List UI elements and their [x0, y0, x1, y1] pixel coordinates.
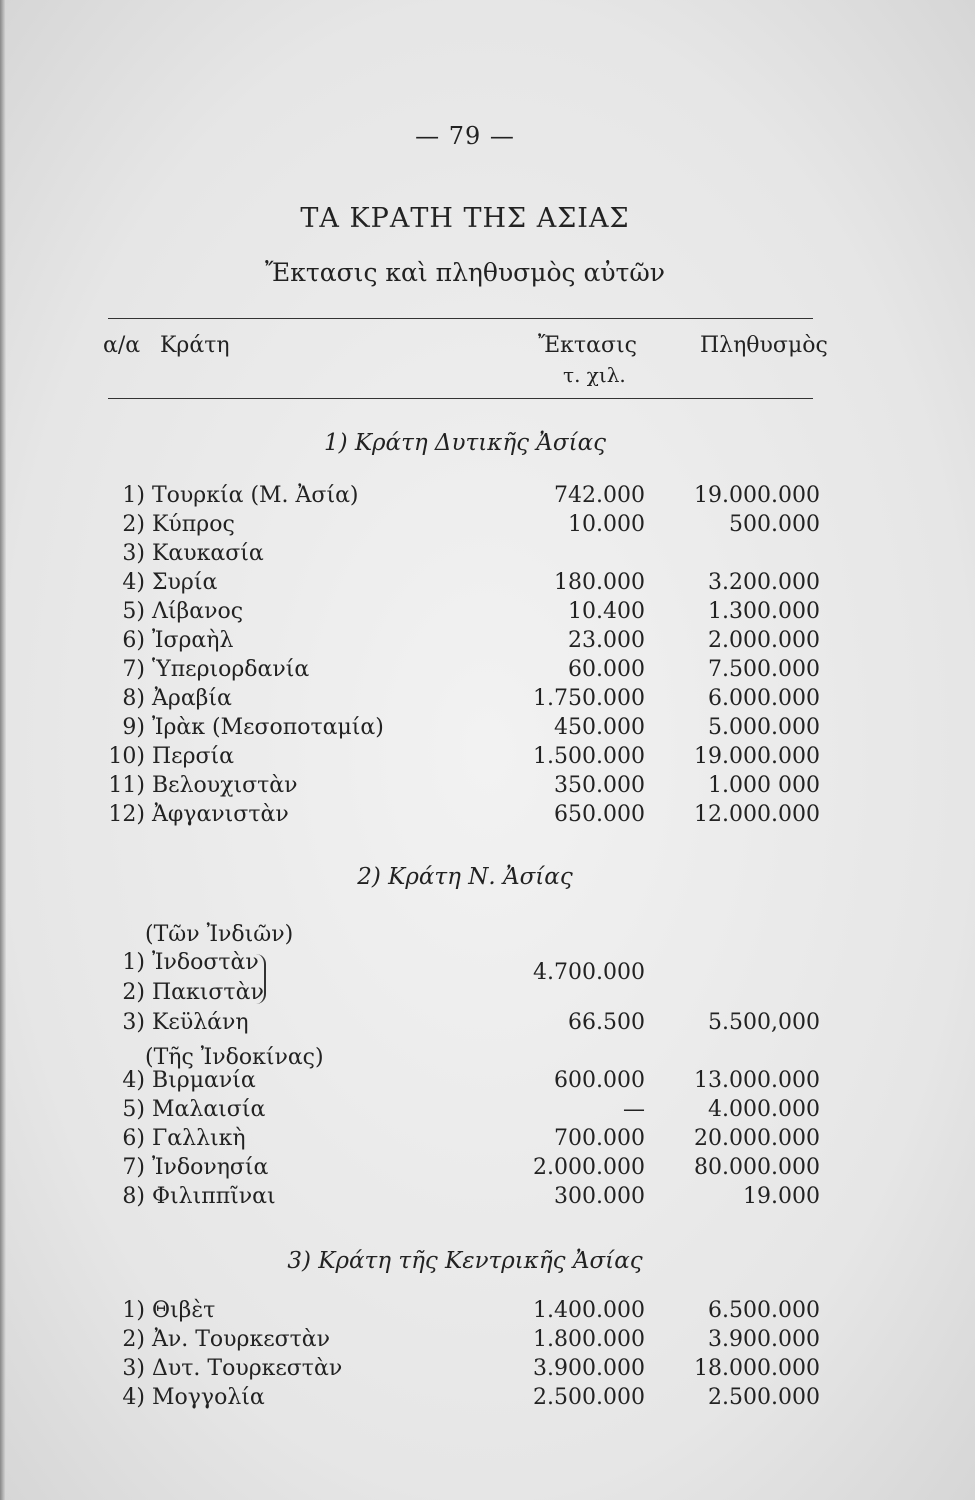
state-name: Τουρκία (Μ. Ἀσία) — [152, 483, 359, 508]
table-row — [100, 1356, 830, 1385]
state-name: Βιρμανία — [152, 1068, 256, 1093]
table-row — [100, 773, 830, 802]
area-value: 60.000 — [568, 657, 645, 682]
area-value: 66.500 — [568, 1010, 645, 1035]
population-value: 6.000.000 — [708, 686, 820, 711]
row-number: 7) — [122, 1155, 145, 1180]
table-row — [100, 570, 830, 599]
state-name: Ἀν. Τουρκεστὰν — [152, 1327, 331, 1352]
header-area-unit: τ. χιλ. — [563, 363, 626, 387]
population-value: 500.000 — [729, 512, 820, 537]
row-number: 3) — [122, 1356, 145, 1381]
row-number: 1) — [122, 483, 145, 508]
area-value: 600.000 — [554, 1068, 645, 1093]
group-label-indochina: (Τῆς Ἰνδοκίνας) — [145, 1045, 324, 1070]
population-value: 4.000.000 — [708, 1097, 820, 1122]
row-number: 12) — [108, 802, 145, 827]
area-value: 1.500.000 — [533, 744, 645, 769]
population-value: 12.000.000 — [694, 802, 820, 827]
area-value: 3.900.000 — [533, 1356, 645, 1381]
state-name: Κεϋλάνη — [152, 1010, 249, 1035]
state-name: Ἀφγανιστὰν — [152, 802, 289, 827]
state-name: Περσία — [152, 744, 235, 769]
table-row — [100, 1155, 830, 1184]
row-number: 4) — [122, 1068, 145, 1093]
area-value: 350.000 — [554, 773, 645, 798]
table-row — [100, 686, 830, 715]
population-value: 2.000.000 — [708, 628, 820, 653]
row-number: 6) — [122, 1126, 145, 1151]
population-value: 3.900.000 — [708, 1327, 820, 1352]
header-area: Ἔκτασις — [538, 333, 637, 358]
table-row — [100, 512, 830, 541]
header-population: Πληθυσμὸς — [700, 333, 828, 358]
table-row — [100, 980, 830, 1009]
state-name: Φιλιππῖναι — [152, 1184, 276, 1209]
row-number: 8) — [122, 1184, 145, 1209]
row-number: 4) — [122, 570, 145, 595]
section-title-south-asia: 2) Κράτη Ν. Ἀσίας — [357, 864, 573, 890]
table-row — [100, 599, 830, 628]
population-value: 5.000.000 — [708, 715, 820, 740]
row-number: 4) — [122, 1385, 145, 1410]
population-value: 13.000.000 — [694, 1068, 820, 1093]
row-number: 9) — [122, 715, 145, 740]
area-value: 23.000 — [568, 628, 645, 653]
merged-area-value: 4.700.000 — [533, 960, 645, 985]
area-value: 1.800.000 — [533, 1327, 645, 1352]
table-row — [100, 541, 830, 570]
row-number: 8) — [122, 686, 145, 711]
table-row — [100, 657, 830, 686]
state-name: Θιβὲτ — [152, 1298, 216, 1323]
row-number: 7) — [122, 657, 145, 682]
state-name: Βελουχιστὰν — [152, 773, 298, 798]
table-row — [100, 483, 830, 512]
row-number: 3) — [122, 541, 145, 566]
table-row — [100, 744, 830, 773]
header-state: Κράτη — [160, 333, 230, 358]
area-value: 1.400.000 — [533, 1298, 645, 1323]
row-number: 1) — [122, 1298, 145, 1323]
table-row — [100, 1298, 830, 1327]
area-value: 450.000 — [554, 715, 645, 740]
population-value: 7.500.000 — [708, 657, 820, 682]
table-row — [100, 1010, 830, 1039]
area-value: 650.000 — [554, 802, 645, 827]
row-number: 1) — [122, 950, 145, 975]
page-number: — 79 — — [415, 122, 515, 150]
header-top-rule — [108, 318, 813, 319]
state-name: Συρία — [152, 570, 218, 595]
header-index: α/α — [103, 333, 141, 358]
table-row — [100, 1126, 830, 1155]
area-value: — — [623, 1097, 645, 1122]
state-name: Μαλαισία — [152, 1097, 266, 1122]
population-value: 1.300.000 — [708, 599, 820, 624]
row-number: 6) — [122, 628, 145, 653]
row-number: 5) — [122, 1097, 145, 1122]
population-value: 19.000.000 — [694, 744, 820, 769]
population-value: 18.000.000 — [694, 1356, 820, 1381]
state-name: Ἰνδονησία — [152, 1155, 269, 1180]
state-name: Δυτ. Τουρκεστὰν — [152, 1356, 343, 1381]
section-title-central-asia: 3) Κράτη τῆς Κεντρικῆς Ἀσίας — [287, 1248, 643, 1274]
row-number: 11) — [108, 773, 145, 798]
table-row — [100, 802, 830, 831]
row-number: 2) — [122, 980, 145, 1005]
state-name: Ὑπεριορδανία — [152, 657, 310, 682]
population-value: 19.000.000 — [694, 483, 820, 508]
state-name: Ἰρὰκ (Μεσοποταμία) — [152, 715, 384, 740]
state-name: Πακιστὰν — [152, 980, 264, 1005]
population-value: 3.200.000 — [708, 570, 820, 595]
area-value: 10.000 — [568, 512, 645, 537]
page-subtitle: Ἔκτασις καὶ πληθυσμὸς αὐτῶν — [265, 258, 665, 287]
population-value: 2.500.000 — [708, 1385, 820, 1410]
state-name: Καυκασία — [152, 541, 264, 566]
page-title: ΤΑ ΚΡΑΤΗ ΤΗΣ ΑΣΙΑΣ — [300, 203, 630, 234]
state-name: Μογγολία — [152, 1385, 265, 1410]
table-row — [100, 628, 830, 657]
state-name: Ἰνδοστὰν — [152, 950, 259, 975]
area-value: 2.000.000 — [533, 1155, 645, 1180]
area-value: 2.500.000 — [533, 1385, 645, 1410]
row-number: 10) — [108, 744, 145, 769]
state-name: Ἀραβία — [152, 686, 232, 711]
state-name: Κύπρος — [152, 512, 235, 537]
area-value: 10.400 — [568, 599, 645, 624]
population-value: 19.000 — [743, 1184, 820, 1209]
group-label-india: (Τῶν Ἰνδιῶν) — [145, 922, 294, 947]
area-value: 742.000 — [554, 483, 645, 508]
row-number: 3) — [122, 1010, 145, 1035]
table-row — [100, 1097, 830, 1126]
area-value: 300.000 — [554, 1184, 645, 1209]
row-number: 2) — [122, 1327, 145, 1352]
area-value: 1.750.000 — [533, 686, 645, 711]
header-bottom-rule — [108, 398, 813, 399]
area-value: 700.000 — [554, 1126, 645, 1151]
table-row — [100, 1184, 830, 1213]
section-title-west-asia: 1) Κράτη Δυτικῆς Ἀσίας — [323, 430, 607, 456]
population-value: 5.500,000 — [708, 1010, 820, 1035]
row-number: 2) — [122, 512, 145, 537]
row-number: 5) — [122, 599, 145, 624]
state-name: Ἰσραὴλ — [152, 628, 234, 653]
population-value: 20.000.000 — [694, 1126, 820, 1151]
population-value: 80.000.000 — [694, 1155, 820, 1180]
table-row — [100, 950, 830, 979]
area-value: 180.000 — [554, 570, 645, 595]
state-name: Λίβανος — [152, 599, 244, 624]
state-name: Γαλλικὴ — [152, 1126, 246, 1151]
table-row — [100, 715, 830, 744]
population-value: 6.500.000 — [708, 1298, 820, 1323]
table-row — [100, 1068, 830, 1097]
table-row — [100, 1385, 830, 1414]
table-row — [100, 1327, 830, 1356]
population-value: 1.000 000 — [708, 773, 820, 798]
